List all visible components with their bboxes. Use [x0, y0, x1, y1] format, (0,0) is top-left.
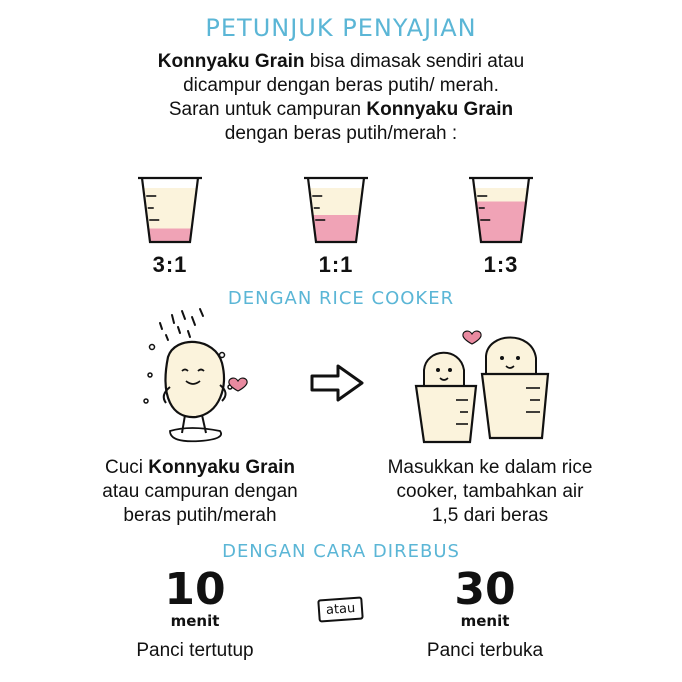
boil-open-unit: menit	[460, 612, 510, 630]
intro-text	[0, 50, 682, 146]
pink-fill	[313, 215, 360, 242]
intro-line-1: Konnyaku Grain bisa dimasak sendiri atau	[157, 51, 525, 72]
pink-fill	[148, 229, 191, 243]
measuring-cup-2	[304, 178, 368, 242]
boil-open-minutes: 30	[454, 564, 516, 615]
product-name: Konnyaku Grain	[157, 51, 305, 72]
product-name: Konnyaku Grain	[148, 457, 296, 478]
page-title: PETUNJUK PENYAJIAN	[205, 14, 477, 42]
intro-line-3: Saran untuk campuran Konnyaku Grain	[168, 99, 514, 120]
boil-covered	[110, 564, 280, 662]
washing-grain-illustration	[130, 305, 260, 450]
intro-line-4: dengan beras putih/merah :	[224, 123, 458, 144]
ratio-label-1: 3:1	[152, 252, 188, 277]
boil-heading: DENGAN CARA DIREBUS	[222, 541, 460, 562]
or-badge: atau	[317, 596, 364, 622]
wash-caption: Cuci Konnyaku Grain atau campuran dengan beras putih/merah	[102, 457, 298, 526]
arrow-right-icon	[308, 362, 366, 404]
boil-covered-label: Panci tertutup	[136, 640, 254, 661]
boil-covered-unit: menit	[170, 612, 220, 630]
boil-open-label: Panci terbuka	[426, 640, 544, 661]
cooker-caption: Masukkan ke dalam rice cooker, tambahkan air 1,5 dari beras	[387, 457, 593, 526]
measuring-cup-1	[138, 178, 202, 242]
ratio-cups	[0, 170, 682, 250]
measuring-cup-3	[469, 178, 533, 242]
product-name: Konnyaku Grain	[366, 99, 514, 120]
intro-line-2: dicampur dengan beras putih/ merah.	[183, 75, 499, 96]
rice-cooker-heading: DENGAN RICE COOKER	[227, 288, 455, 309]
rice-cooker-illustration	[410, 320, 560, 450]
boil-covered-minutes: 10	[164, 564, 226, 615]
heart-icon	[463, 331, 481, 344]
boil-open	[400, 564, 570, 662]
ratio-label-3: 1:3	[483, 252, 519, 277]
ratio-label-2: 1:1	[318, 252, 354, 277]
